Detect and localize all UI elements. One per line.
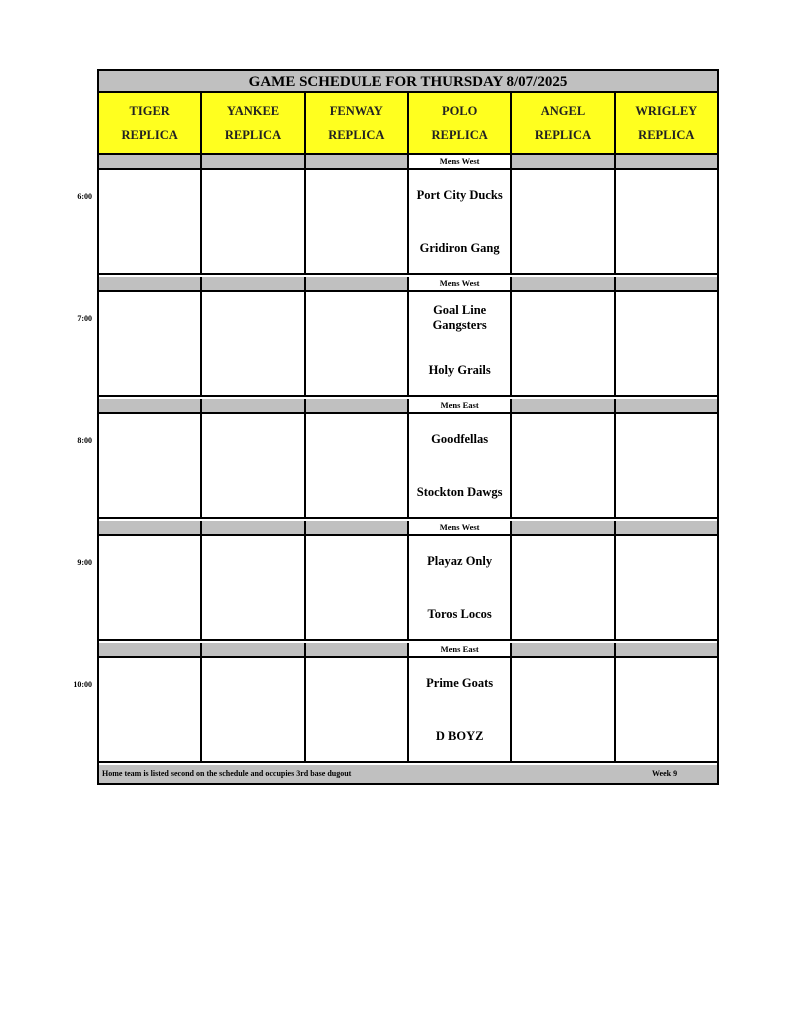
division-label: Mens East	[409, 399, 512, 412]
field-type: REPLICA	[431, 128, 488, 142]
game-cell-polo	[409, 170, 512, 273]
division-bar	[99, 521, 717, 536]
game-cell-polo	[409, 658, 512, 761]
schedule-footer	[99, 765, 717, 783]
game-cell-polo	[409, 292, 512, 395]
schedule-title: GAME SCHEDULE FOR THURSDAY 8/07/2025	[99, 71, 717, 93]
field-type: REPLICA	[224, 128, 282, 142]
home-team: Gridiron Gang	[419, 241, 500, 255]
field-header-wrigley	[616, 93, 717, 153]
game-cell-polo	[409, 536, 512, 639]
division-label: Mens West	[409, 277, 512, 290]
away-team: Playaz Only	[427, 554, 493, 568]
time-label: 9:00	[77, 558, 92, 567]
game-row	[99, 292, 717, 397]
division-label: Mens West	[409, 155, 512, 168]
field-name: TIGER	[129, 104, 170, 118]
field-name: POLO	[441, 104, 478, 118]
field-name: WRIGLEY	[635, 104, 698, 118]
time-slot	[99, 155, 717, 275]
week-label: Week 9	[652, 769, 678, 778]
game-cell-polo	[409, 414, 512, 517]
game-row	[99, 414, 717, 519]
home-team: D BOYZ	[435, 729, 484, 743]
away-team: Prime Goats	[426, 676, 494, 690]
field-header-polo	[409, 93, 512, 153]
division-bar	[99, 399, 717, 414]
time-label: 8:00	[77, 436, 92, 445]
time-slot	[99, 521, 717, 641]
time-slot	[99, 643, 717, 763]
field-name: FENWAY	[329, 104, 383, 118]
field-header-yankee	[202, 93, 305, 153]
division-bar	[99, 643, 717, 658]
game-row	[99, 658, 717, 763]
field-name: YANKEE	[226, 104, 280, 118]
away-team: Goal Line Gangsters	[432, 303, 487, 332]
game-row	[99, 170, 717, 275]
time-slot	[99, 399, 717, 519]
field-header-angel	[512, 93, 615, 153]
division-label: Mens East	[409, 643, 512, 656]
field-header-row	[99, 93, 717, 155]
away-team: Goodfellas	[431, 432, 489, 446]
home-team: Holy Grails	[428, 363, 491, 377]
division-bar	[99, 277, 717, 292]
home-team-note: Home team is listed second on the schedule and occupies 3rd base dugout	[102, 769, 352, 778]
field-header-tiger	[99, 93, 202, 153]
time-label: 7:00	[77, 314, 92, 323]
field-type: REPLICA	[328, 128, 385, 142]
home-team: Toros Locos	[427, 607, 492, 621]
schedule-sheet	[97, 69, 719, 785]
home-team: Stockton Dawgs	[416, 485, 503, 499]
time-slot	[99, 277, 717, 397]
away-team: Port City Ducks	[416, 188, 503, 202]
time-label: 10:00	[73, 680, 92, 689]
time-label: 6:00	[77, 192, 92, 201]
field-type: REPLICA	[534, 128, 592, 142]
field-type: REPLICA	[638, 128, 695, 142]
division-bar	[99, 155, 717, 170]
field-name: ANGEL	[540, 104, 586, 118]
game-row	[99, 536, 717, 641]
field-header-fenway	[306, 93, 409, 153]
division-label: Mens West	[409, 521, 512, 534]
field-type: REPLICA	[121, 128, 178, 142]
